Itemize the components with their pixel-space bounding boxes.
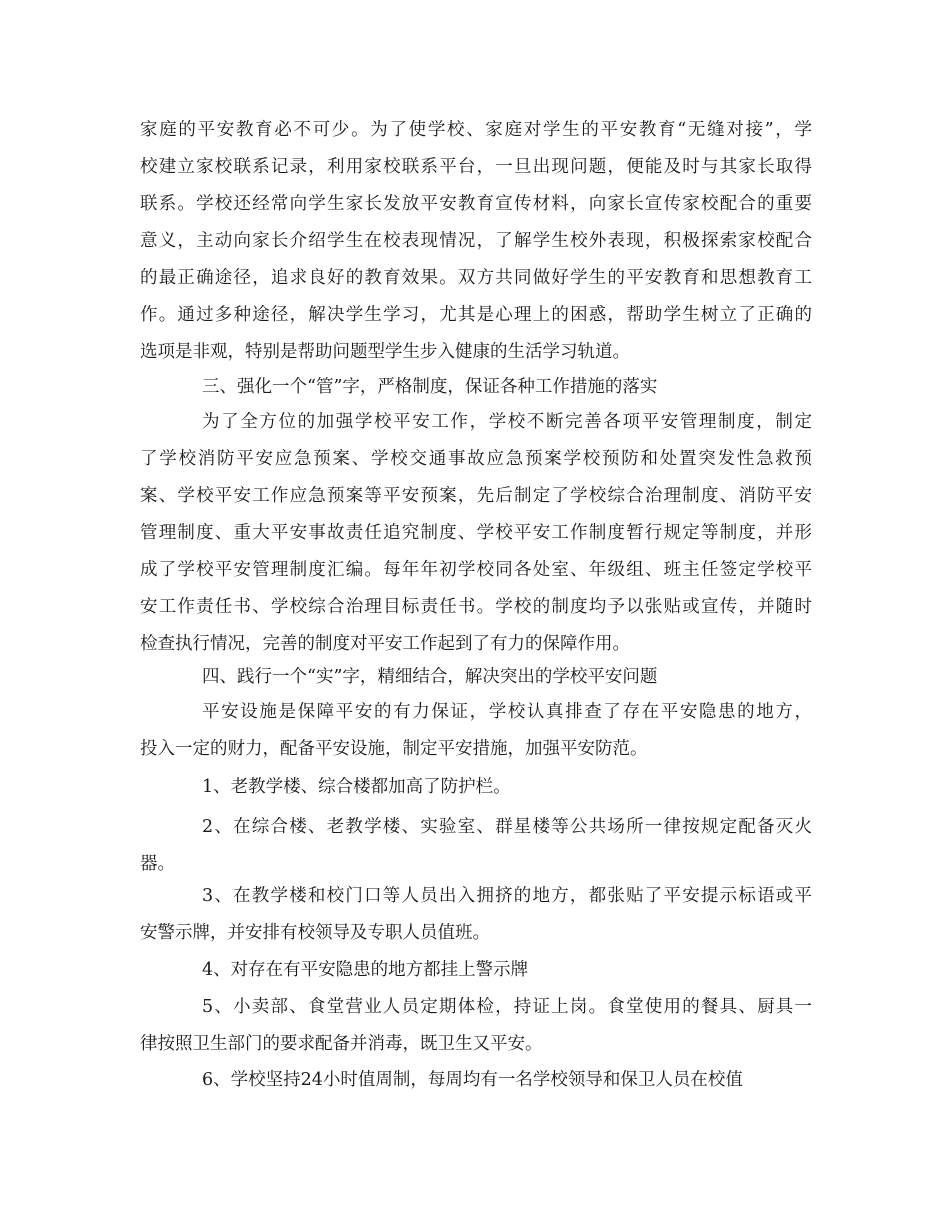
heading-line: 三、强化一个“管”字，严格制度，保证各种工作措施的落实 [202,377,658,397]
heading-line: 四、践行一个“实”字，精细结合，解决突出的学校平安问题 [202,667,658,687]
text-line: 6、学校坚持24小时值周制，每周均有一名学校领导和保卫人员在校值 [202,1070,743,1090]
text-line: 管理制度、重大平安事故责任追究制度、学校平安工作制度暂行规定等制度，并形 [140,523,812,543]
section-heading-three [140,369,812,406]
paragraph-safety-rules [140,404,812,663]
text-line: 了学校消防平安应急预案、学校交通事故应急预案学校预防和处置突发性急救预 [140,449,812,469]
text-line: 3、在教学楼和校门口等人员出入拥挤的地方，都张贴了平安提示标语或平 [202,886,812,906]
list-item-5 [140,989,812,1063]
text-line: 案、学校平安工作应急预案等平安预案，先后制定了学校综合治理制度、消防平安 [140,486,812,506]
text-line: 检查执行情况，完善的制度对平安工作起到了有力的保障作用。 [140,634,630,654]
list-item-1 [140,769,812,806]
paragraph-safety-facilities [140,694,812,768]
text-line: 1、老教学楼、综合楼都加高了防护栏。 [202,777,511,797]
text-line: 2、在综合楼、老教学楼、实验室、群星楼等公共场所一律按规定配备灭火 [202,817,812,837]
section-heading-four [140,659,812,696]
text-line: 联系。学校还经常向学生家长发放平安教育宣传材料，向家长宣传家校配合的重要 [140,194,812,214]
text-line: 安警示牌，并安排有校领导及专职人员值班。 [140,923,490,943]
paragraph-home-school-cooperation [140,112,812,371]
text-line: 成了学校平安管理制度汇编。每年年初学校同各处室、年级组、班主任签定学校平 [140,560,812,580]
text-line: 律按照卫生部门的要求配备并消毒，既卫生又平安。 [140,1034,543,1054]
text-line: 作。通过多种途径，解决学生学习，尤其是心理上的困惑，帮助学生树立了正确的 [140,305,812,325]
text-line: 平安设施是保障平安的有力保证，学校认真排查了存在平安隐患的地方， [202,702,812,722]
text-line: 投入一定的财力，配备平安设施，制定平安措施，加强平安防范。 [140,739,648,759]
list-item-6 [140,1062,812,1099]
text-line: 4、对存在有平安隐患的地方都挂上警示牌 [202,960,529,980]
list-item-4 [140,952,812,989]
text-line: 意义，主动向家长介绍学生在校表现情况，了解学生校外表现，积极探索家校配合 [140,231,812,251]
text-line: 为了全方位的加强学校平安工作，学校不断完善各项平安管理制度，制定 [202,412,812,432]
text-line: 器。 [140,854,175,874]
text-line: 校建立家校联系记录，利用家校联系平台，一旦出现问题，便能及时与其家长取得 [140,157,812,177]
text-line: 选项是非观，特别是帮助问题型学生步入健康的生活学习轨道。 [140,342,630,362]
list-item-3 [140,878,812,952]
text-line: 家庭的平安教育必不可少。为了使学校、家庭对学生的平安教育“无缝对接”，学 [140,120,812,140]
text-line: 5、小卖部、食堂营业人员定期体检，持证上岗。食堂使用的餐具、厨具一 [202,997,812,1017]
text-line: 的最正确途径，追求良好的教育效果。双方共同做好学生的平安教育和思想教育工 [140,268,812,288]
list-item-2 [140,809,812,883]
text-line: 安工作责任书、学校综合治理目标责任书。学校的制度均予以张贴或宣传，并随时 [140,597,812,617]
